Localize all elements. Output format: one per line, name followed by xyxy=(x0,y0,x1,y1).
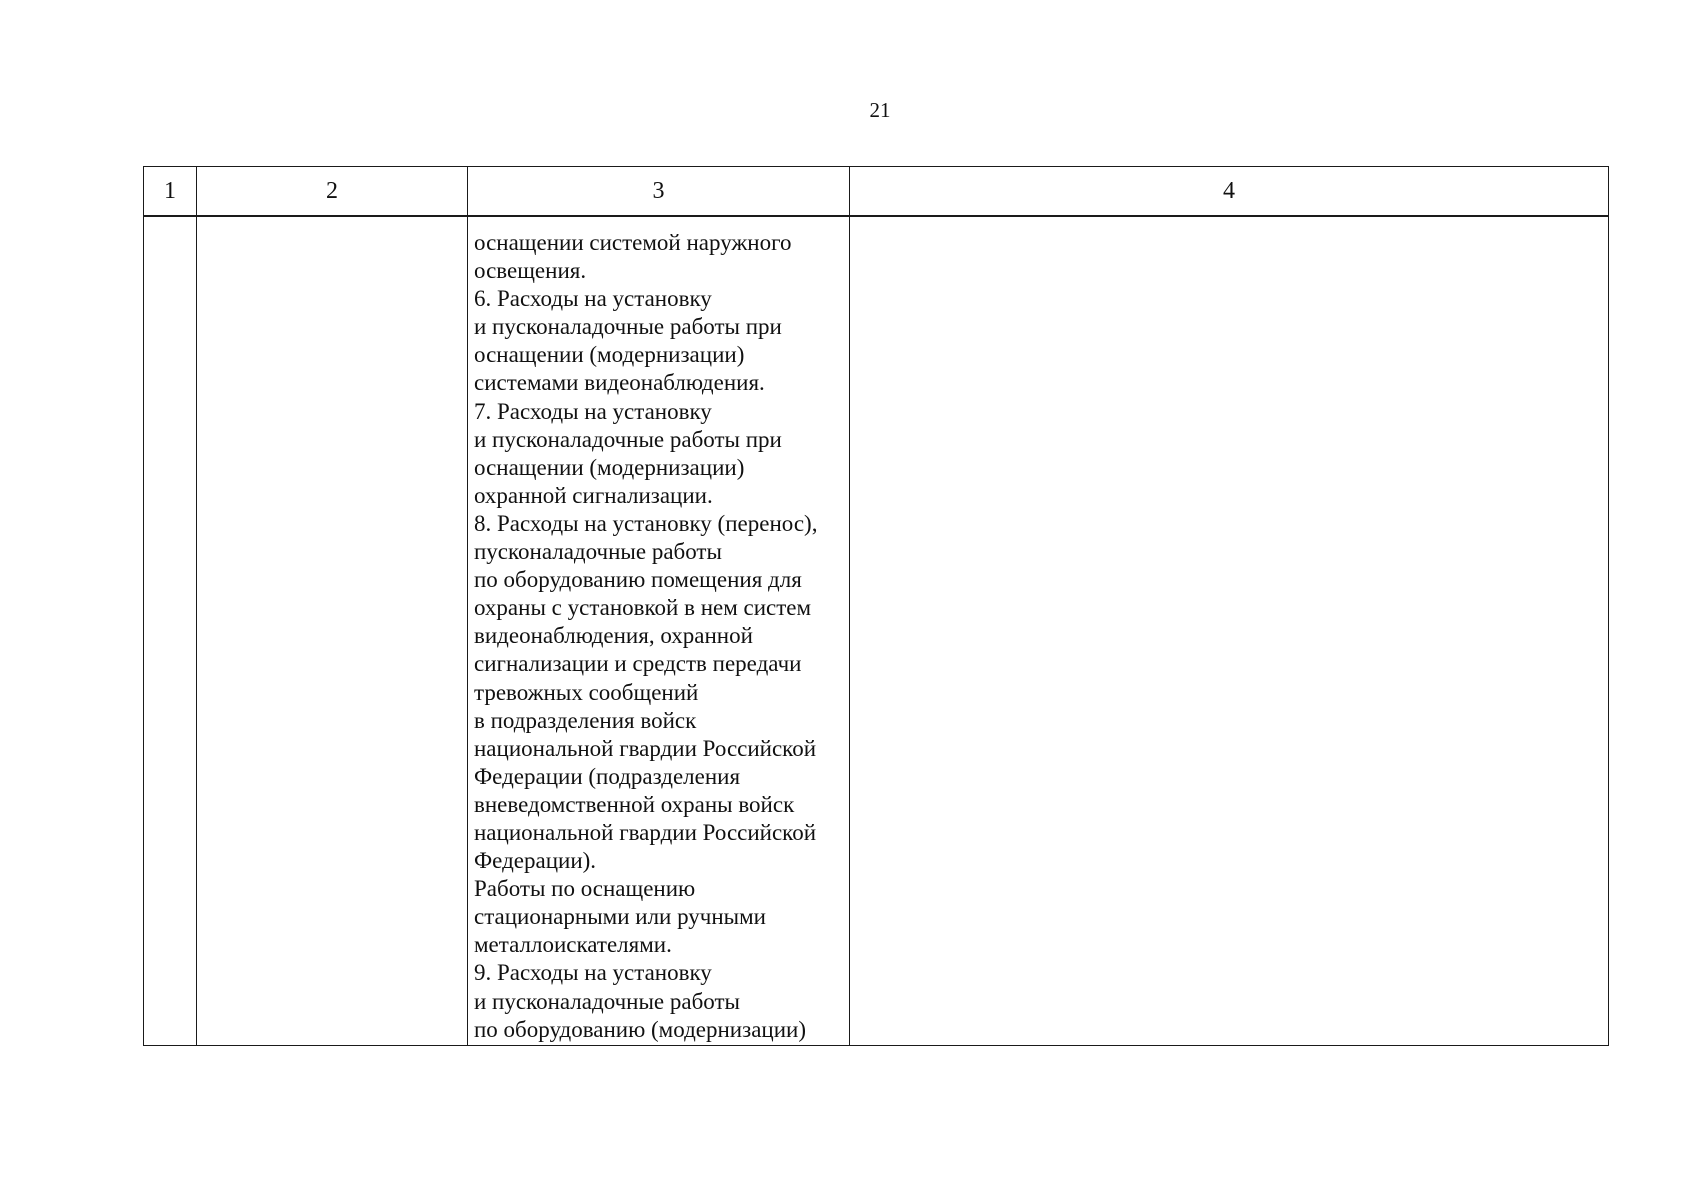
cell-text-line: и пусконаладочные работы при xyxy=(474,426,782,452)
cell-text-line: сигнализации и средств передачи xyxy=(474,651,802,677)
column-header-3: 3 xyxy=(468,167,850,217)
cell-text-line: национальной гвардии Российской xyxy=(474,819,817,845)
page-number: 21 xyxy=(869,98,891,122)
cell-text-line: и пусконаладочные работы xyxy=(474,988,740,1014)
cell-text-line: Федерации (подразделения xyxy=(474,763,741,789)
cell-text-line: освещения. xyxy=(474,258,587,284)
cell-text-line: по оборудованию помещения для xyxy=(474,567,802,593)
cell-col-2 xyxy=(197,216,468,1046)
cell-text-line: системами видеонаблюдения. xyxy=(474,370,765,396)
cell-text-line: Федерации). xyxy=(474,848,597,874)
cell-text-line: национальной гвардии Российской xyxy=(474,735,817,761)
cell-text-line: металлоискателями. xyxy=(474,932,672,958)
cell-text-line: и пусконаладочные работы при xyxy=(474,314,782,340)
cell-col-1 xyxy=(144,216,197,1046)
cell-text-line: охраны с установкой в нем систем xyxy=(474,595,812,621)
cell-text-line: оснащении (модернизации) xyxy=(474,342,745,368)
column-header-2: 2 xyxy=(197,167,468,217)
cell-text-line: охранной сигнализации. xyxy=(474,482,713,508)
cell-text-line: стационарными или ручными xyxy=(474,904,766,930)
cell-text-line: 8. Расходы на установку (перенос), xyxy=(474,510,818,536)
cell-col-3 xyxy=(468,216,850,1046)
cell-text-line: 7. Расходы на установку xyxy=(474,398,712,424)
cell-text-line: 9. Расходы на установку xyxy=(474,960,712,986)
column-header-1: 1 xyxy=(144,167,197,217)
document-table xyxy=(143,166,1609,1046)
table-header-row xyxy=(144,167,1609,217)
cell-text-line: оснащении (модернизации) xyxy=(474,454,745,480)
cell-text-line: Работы по оснащению xyxy=(474,876,696,902)
cell-text-line: 6. Расходы на установку xyxy=(474,286,712,312)
cell-col-3-text xyxy=(468,217,849,1044)
cell-text-line: в подразделения войск xyxy=(474,707,697,733)
cell-text-line: тревожных сообщений xyxy=(474,679,699,705)
column-header-4: 4 xyxy=(850,167,1609,217)
cell-text-line: по оборудованию (модернизации) xyxy=(474,1016,806,1042)
cell-text-line: видеонаблюдения, охранной xyxy=(474,623,753,649)
cell-text-line: вневедомственной охраны войск xyxy=(474,791,795,817)
cell-col-4 xyxy=(850,216,1609,1046)
table-row xyxy=(144,216,1609,1046)
cell-text-line: пусконаладочные работы xyxy=(474,539,722,565)
cell-text-line: оснащении системой наружного xyxy=(474,230,792,255)
